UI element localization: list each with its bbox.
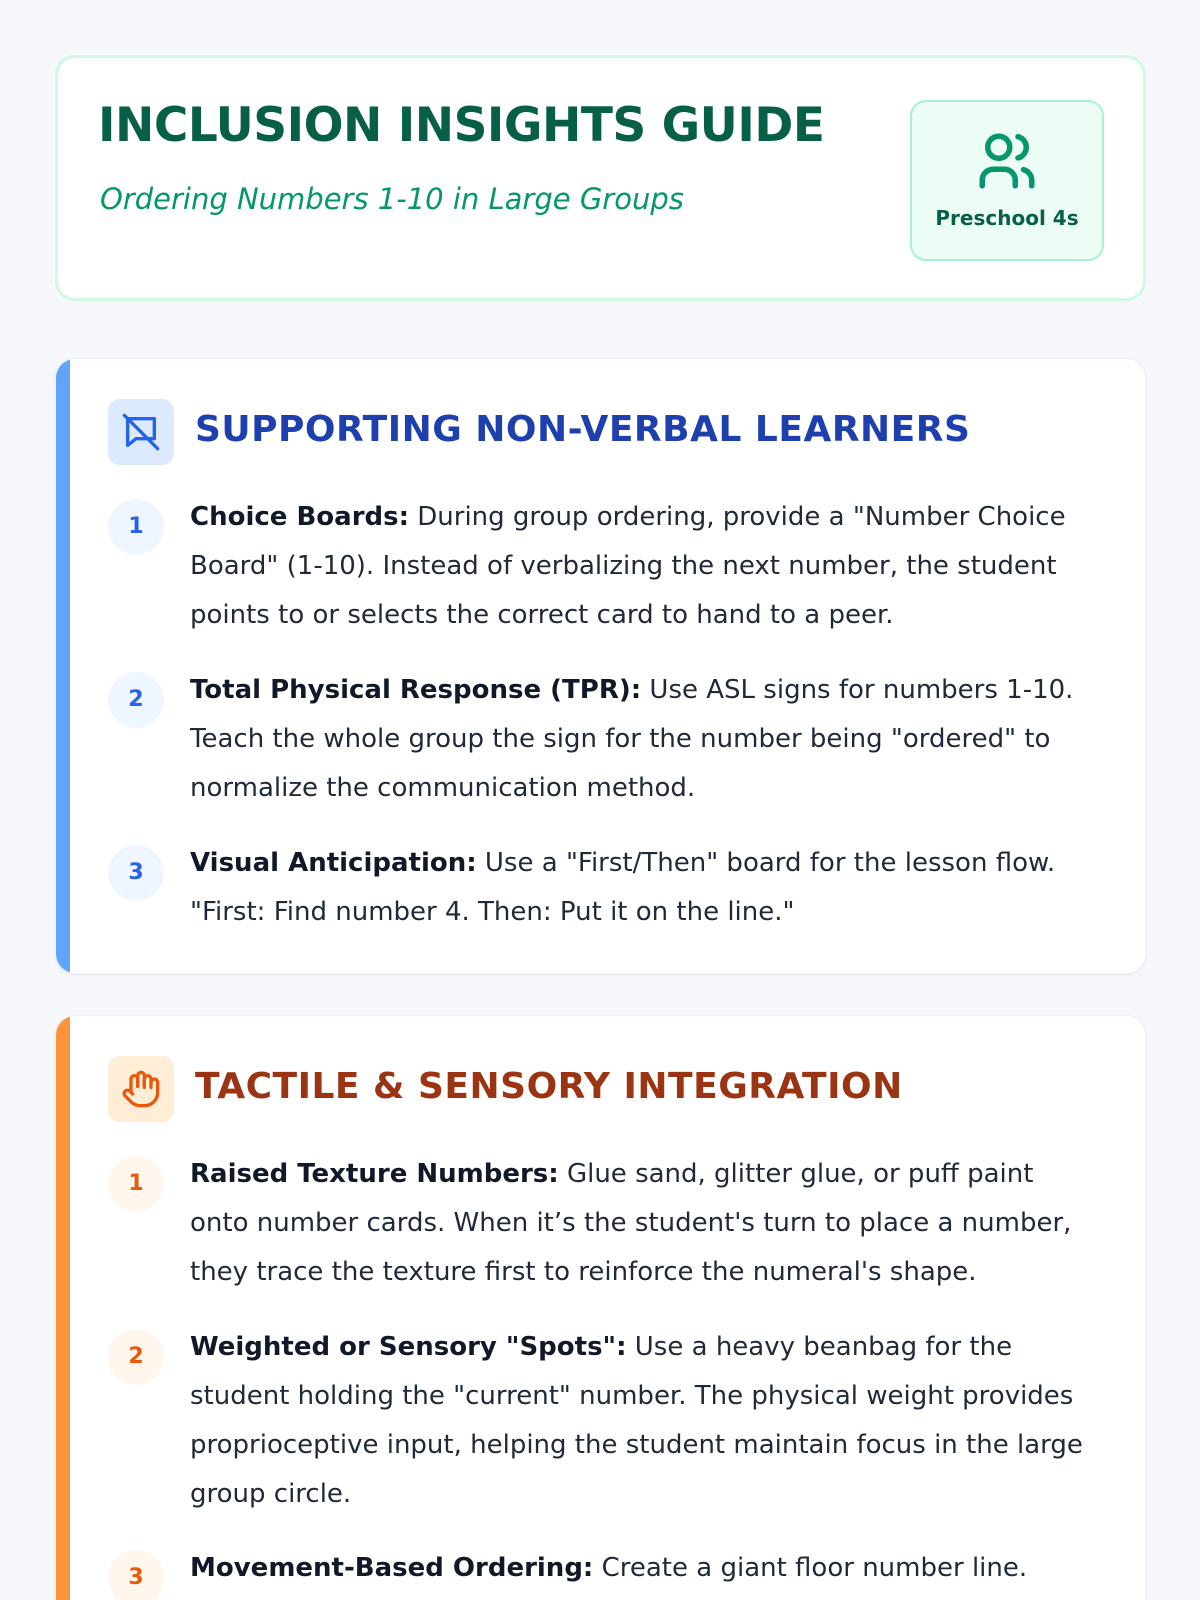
step-body: Create a giant floor number line. (593, 1553, 1028, 1583)
step-text (190, 839, 1095, 937)
section-icon-box (108, 399, 174, 465)
section-tactile-sensory (55, 1015, 1146, 1600)
step-text (190, 1544, 1095, 1593)
page-title: INCLUSION INSIGHTS GUIDE (98, 98, 825, 153)
step-number: 2 (108, 672, 164, 728)
section-accent-bar (56, 359, 70, 973)
section-title: TACTILE & SENSORY INTEGRATION (195, 1066, 903, 1107)
age-group-badge (910, 100, 1104, 261)
step-number: 3 (108, 845, 164, 901)
step-text (190, 666, 1095, 813)
step-number: 1 (108, 499, 164, 555)
step-lead: Raised Texture Numbers: (190, 1159, 559, 1189)
section-non-verbal (55, 358, 1146, 974)
step-lead: Visual Anticipation: (190, 848, 477, 878)
step-lead: Weighted or Sensory "Spots": (190, 1332, 627, 1362)
step-body: Use ASL signs for numbers 1-10. Teach the whole group the sign for the number being "ordered" to normalize the communication method. (190, 675, 1074, 803)
step-body: Use a "First/Then" board for the lesson flow. "First: Find number 4. Then: Put it on the line." (190, 848, 1056, 927)
step-body: Use a heavy beanbag for the student holding the "current" number. The physical weight provides proprioceptive input, helping the student maintain focus in the large group circle. (190, 1332, 1083, 1509)
step-body: During group ordering, provide a "Number Choice Board" (1-10). Instead of verbalizing the next number, the student points to or selects the correct card to hand to a peer. (190, 502, 1066, 630)
step-text (190, 493, 1095, 640)
page-subtitle: Ordering Numbers 1-10 in Large Groups (100, 182, 684, 216)
step-number: 1 (108, 1156, 164, 1212)
age-group-label: Preschool 4s (935, 206, 1079, 230)
step-body: Glue sand, glitter glue, or puff paint onto number cards. When it’s the student's turn to place a number, they trace the texture first to reinforce the numeral's shape. (190, 1159, 1072, 1287)
step-lead: Movement-Based Ordering: (190, 1553, 594, 1583)
step-lead: Choice Boards: (190, 502, 409, 532)
message-off-icon (121, 412, 161, 452)
step-lead: Total Physical Response (TPR): (190, 675, 642, 705)
section-title: SUPPORTING NON-VERBAL LEARNERS (195, 409, 971, 450)
users-icon (974, 128, 1040, 194)
step-text (190, 1150, 1095, 1297)
section-icon-box (108, 1056, 174, 1122)
section-accent-bar (56, 1016, 70, 1600)
step-text (190, 1323, 1095, 1519)
step-number: 3 (108, 1550, 164, 1600)
hand-icon (121, 1069, 161, 1109)
step-number: 2 (108, 1329, 164, 1385)
header-card (55, 55, 1146, 301)
